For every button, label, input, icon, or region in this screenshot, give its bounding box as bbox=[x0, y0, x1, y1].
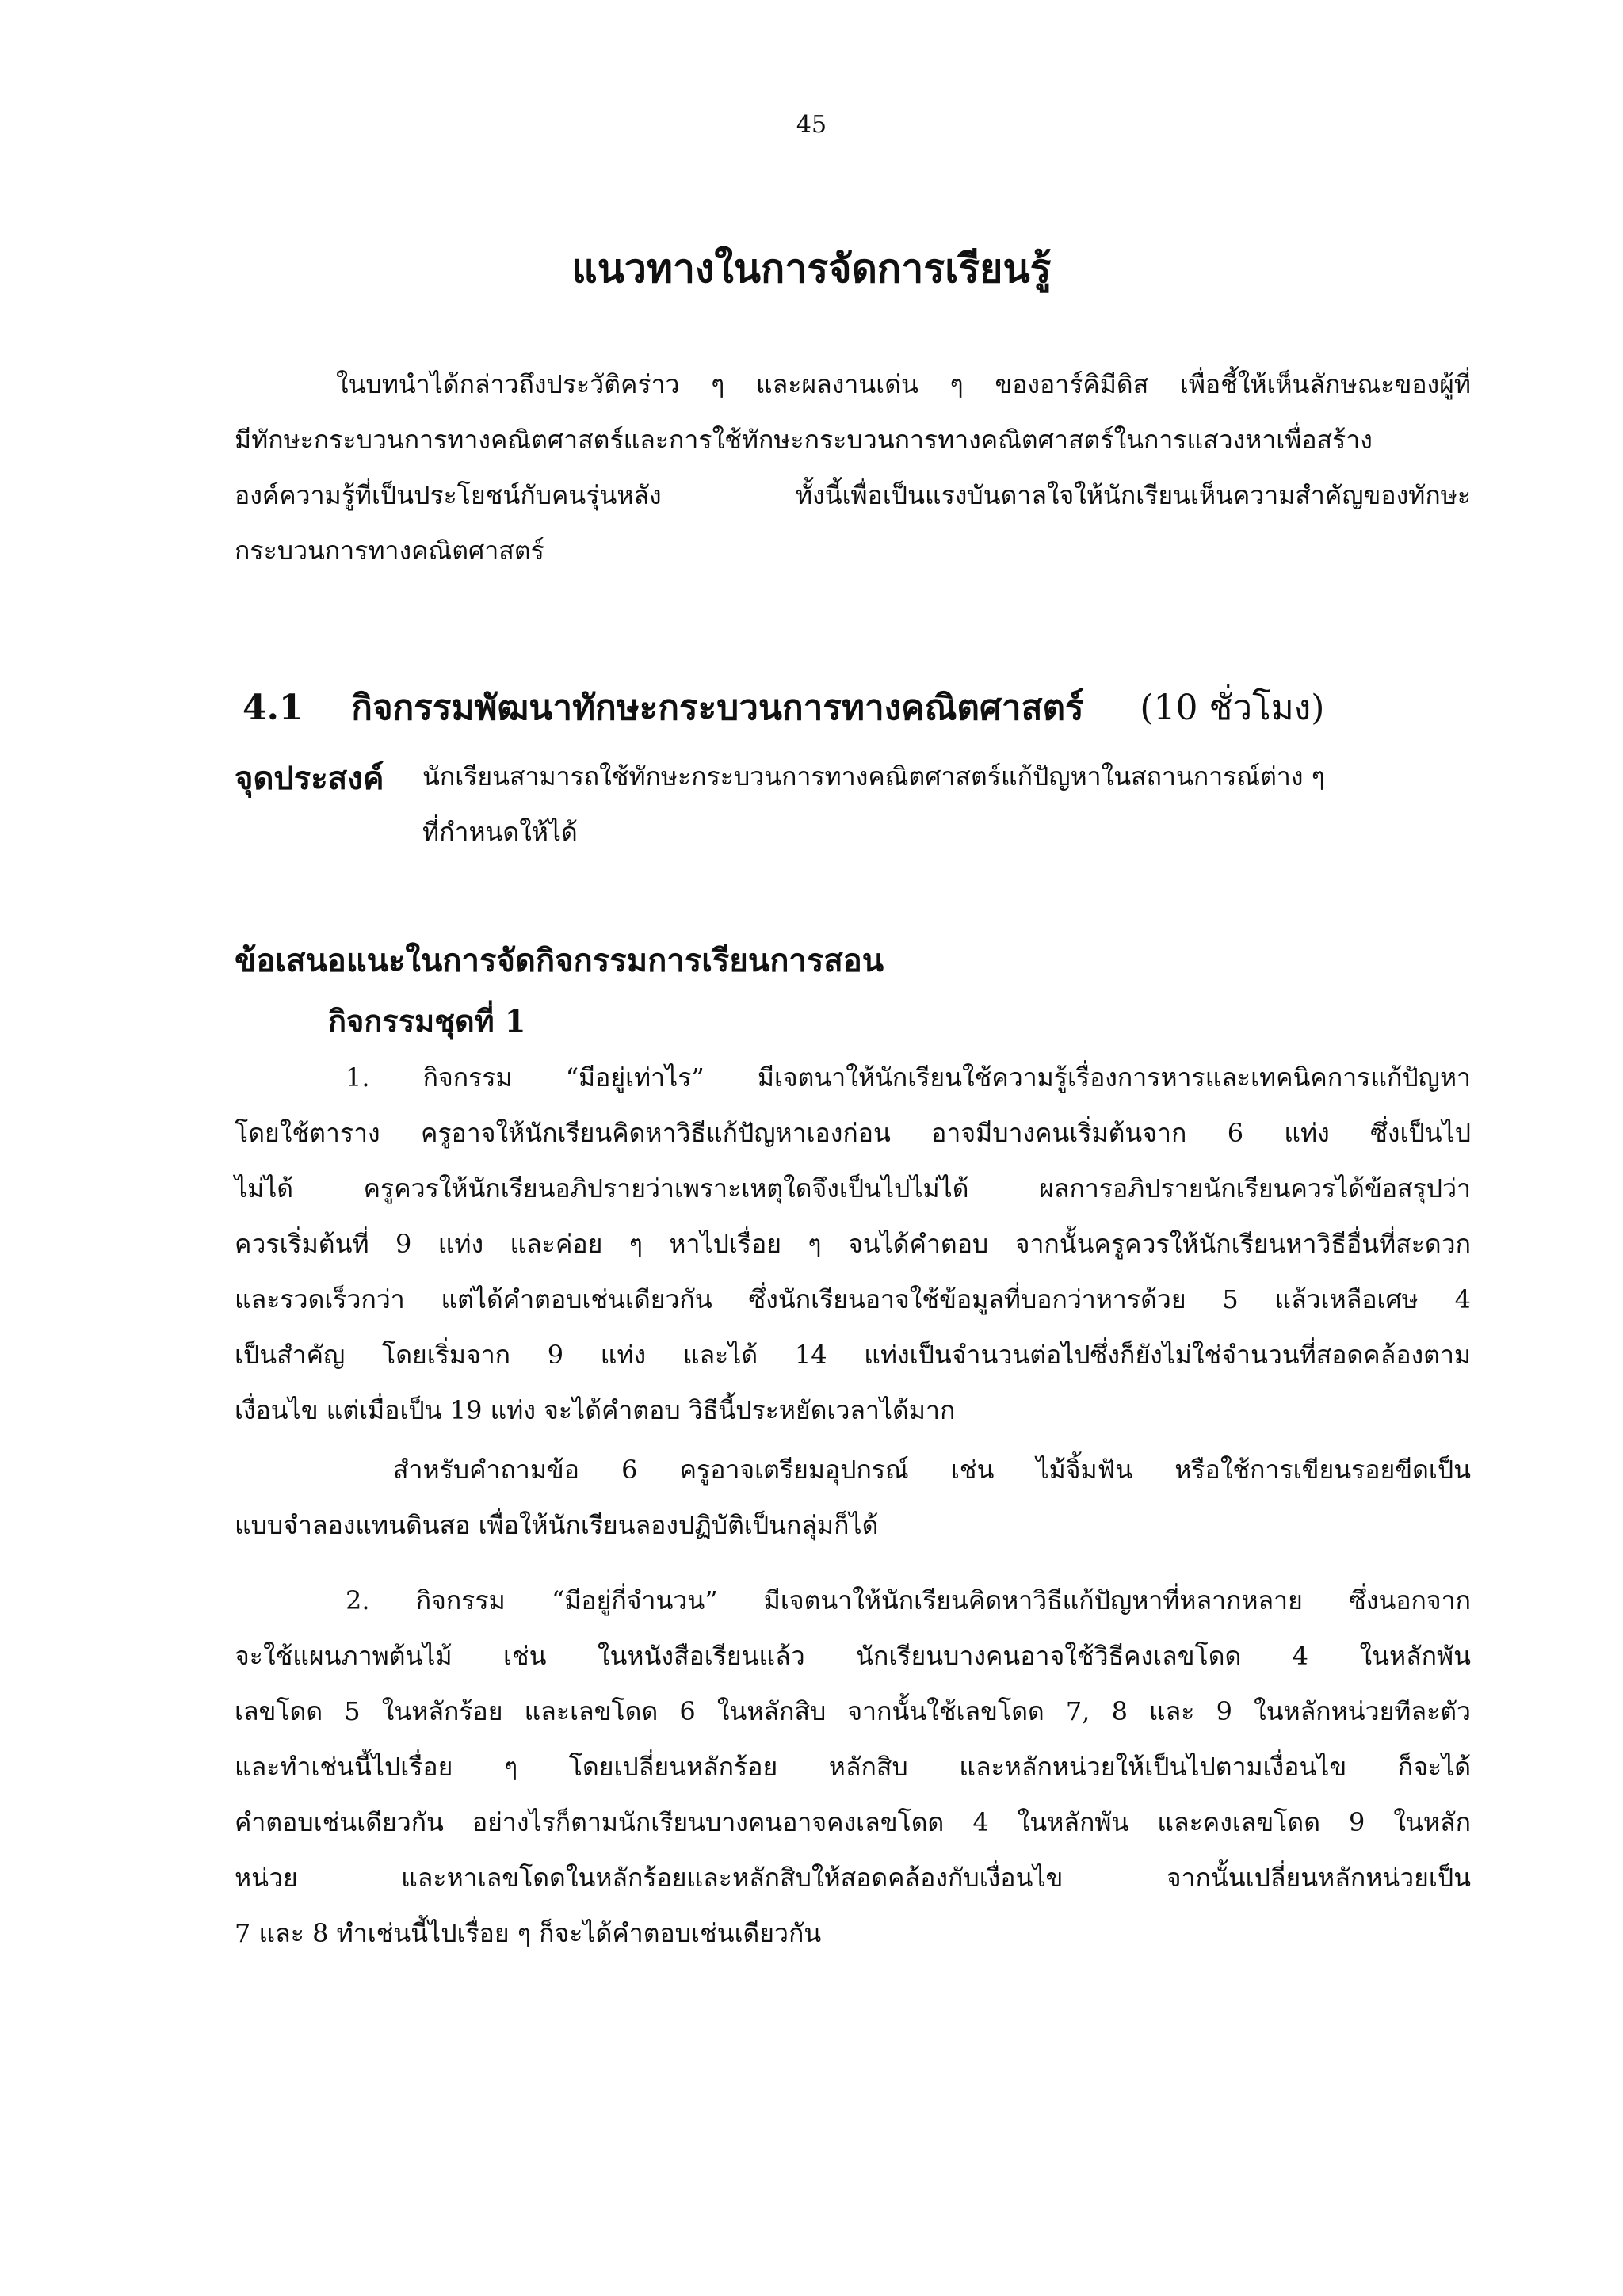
section-heading bbox=[242, 680, 1324, 735]
activity-1-line: ไม่ได้ ครูควรให้นักเรียนอภิปรายว่าเพราะเหตุใดจึงเป็นไปไม่ได้ ผลการอภิปรายนักเรียนควรได้ข้อสรุปว่า bbox=[235, 1173, 1471, 1203]
activity-2-paragraph bbox=[235, 1573, 1471, 1961]
activity-1-line: เป็นสำคัญ โดยเริ่มจาก 9 แท่ง และได้ 14 แท่งเป็นจำนวนต่อไปซึ่งก็ยังไม่ใช่จำนวนที่สอดคล้องตาม bbox=[235, 1340, 1471, 1370]
objective-line: ที่กำหนดให้ได้ bbox=[422, 817, 578, 847]
activity-1-line: และรวดเร็วกว่า แต่ได้คำตอบเช่นเดียวกัน ซึ่งนักเรียนอาจใช้ข้อมูลที่บอกว่าหารด้วย 5 แล้วเหลือเศษ 4 bbox=[235, 1284, 1471, 1314]
activity-2-line: 7 และ 8 ทำเช่นนี้ไปเรื่อย ๆ ก็จะได้คำตอบเช่นเดียวกัน bbox=[235, 1918, 822, 1948]
activity-2-line: หน่วย และหาเลขโดดในหลักร้อยและหลักสิบให้สอดคล้องกับเงื่อนไข จากนั้นเปลี่ยนหลักหน่วยเป็น bbox=[235, 1863, 1471, 1893]
activity-2-line: เลขโดด 5 ในหลักร้อย และเลขโดด 6 ในหลักสิบ จากนั้นใช้เลขโดด 7, 8 และ 9 ในหลักหน่วยทีละตัว bbox=[235, 1696, 1471, 1726]
activity-2-line: และทำเช่นนี้ไปเรื่อย ๆ โดยเปลี่ยนหลักร้อย หลักสิบ และหลักหน่วยให้เป็นไปตามเงื่อนไข ก็จะได้ bbox=[235, 1752, 1471, 1782]
objective-text bbox=[422, 749, 1468, 860]
activity-set-heading: กิจกรรมชุดที่ 1 bbox=[328, 1003, 526, 1039]
activity-1-line: 1. กิจกรรม “มีอยู่เท่าไร” มีเจตนาให้นักเรียนใช้ความรู้เรื่องการหารและเทคนิคการแก้ปัญหา bbox=[346, 1062, 1471, 1093]
note-line: แบบจำลองแทนดินสอ เพื่อให้นักเรียนลองปฏิบัติเป็นกลุ่มก็ได้ bbox=[235, 1510, 879, 1540]
activity-1-line: โดยใช้ตาราง ครูอาจให้นักเรียนคิดหาวิธีแก้ปัญหาเองก่อน อาจมีบางคนเริ่มต้นจาก 6 แท่ง ซึ่งเป็นไป bbox=[235, 1118, 1471, 1148]
page-title: แนวทางในการจัดการเรียนรู้ bbox=[571, 245, 1052, 292]
section-number: 4.1 bbox=[242, 688, 304, 728]
intro-line: มีทักษะกระบวนการทางคณิตศาสตร์และการใช้ทักษะกระบวนการทางคณิตศาสตร์ในการแสวงหาเพื่อสร้าง bbox=[235, 425, 1373, 455]
activity-2-line: 2. กิจกรรม “มีอยู่กี่จำนวน” มีเจตนาให้นักเรียนคิดหาวิธีแก้ปัญหาที่หลากหลาย ซึ่งนอกจาก bbox=[346, 1585, 1471, 1615]
note-paragraph bbox=[235, 1442, 1471, 1553]
activity-1-line: ควรเริ่มต้นที่ 9 แท่ง และค่อย ๆ หาไปเรื่อย ๆ จนได้คำตอบ จากนั้นครูควรให้นักเรียนหาวิธีอื่นที่สะดวก bbox=[235, 1229, 1471, 1259]
activity-1-paragraph bbox=[235, 1050, 1471, 1438]
objective-label: จุดประสงค์ bbox=[235, 760, 384, 797]
activity-2-line: คำตอบเช่นเดียวกัน อย่างไรก็ตามนักเรียนบางคนอาจคงเลขโดด 4 ในหลักพัน และคงเลขโดด 9 ในหลัก bbox=[235, 1807, 1471, 1837]
activity-2-line: จะใช้แผนภาพต้นไม้ เช่น ในหนังสือเรียนแล้ว นักเรียนบางคนอาจใช้วิธีคงเลขโดด 4 ในหลักพัน bbox=[235, 1641, 1471, 1671]
page-number: 45 bbox=[796, 111, 827, 139]
section-title: กิจกรรมพัฒนาทักษะกระบวนการทางคณิตศาสตร์ bbox=[351, 688, 1084, 728]
section-hours: (10 ชั่วโมง) bbox=[1140, 688, 1325, 728]
intro-line: องค์ความรู้ที่เป็นประโยชน์กับคนรุ่นหลัง ทั้งนี้เพื่อเป็นแรงบันดาลใจให้นักเรียนเห็นความสำคัญของทักษะ bbox=[235, 480, 1471, 510]
intro-line: ในบทนำได้กล่าวถึงประวัติคร่าว ๆ และผลงานเด่น ๆ ของอาร์คิมีดิส เพื่อชี้ให้เห็นลักษณะของผู้ที่ bbox=[336, 369, 1471, 399]
activity-1-line: เงื่อนไข แต่เมื่อเป็น 19 แท่ง จะได้คำตอบ วิธีนี้ประหยัดเวลาได้มาก bbox=[235, 1395, 956, 1425]
intro-paragraph bbox=[235, 357, 1471, 578]
objective-line: นักเรียนสามารถใช้ทักษะกระบวนการทางคณิตศาสตร์แก้ปัญหาในสถานการณ์ต่าง ๆ bbox=[422, 761, 1325, 791]
suggestion-heading: ข้อเสนอแนะในการจัดกิจกรรมการเรียนการสอน bbox=[235, 942, 884, 979]
note-line: สำหรับคำถามข้อ 6 ครูอาจเตรียมอุปกรณ์ เช่น ไม้จิ้มฟัน หรือใช้การเขียนรอยขีดเป็น bbox=[393, 1455, 1471, 1485]
intro-line: กระบวนการทางคณิตศาสตร์ bbox=[235, 536, 544, 566]
